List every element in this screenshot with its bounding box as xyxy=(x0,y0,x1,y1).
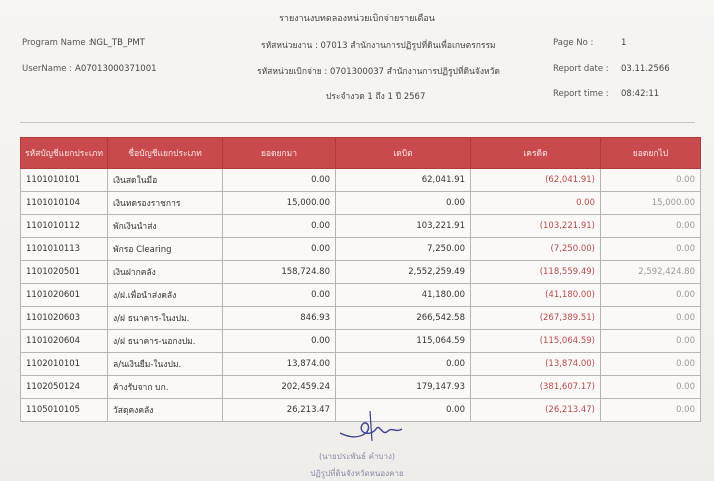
table-row xyxy=(21,284,701,307)
account-code-cell: 1105010105 xyxy=(21,399,108,422)
table-row xyxy=(21,261,701,284)
account-code-cell: 1101010112 xyxy=(21,215,108,238)
table-row xyxy=(21,330,701,353)
table-row xyxy=(21,353,701,376)
credit-cell: (62,041.91) xyxy=(471,169,601,192)
account-name-cell: วัสดุคงคลัง xyxy=(108,399,223,422)
debit-cell: 179,147.93 xyxy=(336,376,471,399)
account-name-cell: ง/ฝ ธนาคาร-ในงปม. xyxy=(108,307,223,330)
account-code-cell: 1101020501 xyxy=(21,261,108,284)
table-header-row xyxy=(21,138,701,169)
debit-cell: 7,250.00 xyxy=(336,238,471,261)
account-name-cell: เงินทดรองราชการ xyxy=(108,192,223,215)
account-name-cell: ง/ฝ ธนาคาร-นอกงปม. xyxy=(108,330,223,353)
col-header-account-name: ชื่อบัญชีแยกประเภท xyxy=(108,138,223,169)
brought-forward-cell: 0.00 xyxy=(223,238,336,261)
signatory-name: (นายประพันธ์ คำบาง) xyxy=(318,452,396,461)
report-date-label: Report date : xyxy=(553,64,609,74)
debit-cell: 115,064.59 xyxy=(336,330,471,353)
table-row xyxy=(21,307,701,330)
credit-cell: (118,559.49) xyxy=(471,261,601,284)
debit-cell: 0.00 xyxy=(336,192,471,215)
brought-forward-cell: 0.00 xyxy=(223,284,336,307)
report-date-value: 03.11.2566 xyxy=(621,64,670,74)
account-code-cell: 1101020603 xyxy=(21,307,108,330)
debit-cell: 266,542.58 xyxy=(336,307,471,330)
debit-cell: 2,552,259.49 xyxy=(336,261,471,284)
signature-mark xyxy=(336,407,406,447)
carried-forward-cell: 0.00 xyxy=(601,376,701,399)
credit-cell: (26,213.47) xyxy=(471,399,601,422)
account-code-cell: 1101010104 xyxy=(21,192,108,215)
carried-forward-cell: 0.00 xyxy=(601,399,701,422)
account-name-cell: เงินสดในมือ xyxy=(108,169,223,192)
report-time-label: Report time : xyxy=(553,89,609,99)
brought-forward-cell: 0.00 xyxy=(223,330,336,353)
credit-cell: (41,180.00) xyxy=(471,284,601,307)
disbursement-unit-line: รหัสหน่วยเบิกจ่าย : 0701300037 สำนักงานการปฏิรูปที่ดินจังหวัด xyxy=(257,67,500,77)
carried-forward-cell: 0.00 xyxy=(601,284,701,307)
account-code-cell: 1102050124 xyxy=(21,376,108,399)
signatory-position: ปฏิรูปที่ดินจังหวัดหนองคาย xyxy=(310,469,404,478)
credit-cell: (381,607.17) xyxy=(471,376,601,399)
carried-forward-cell: 0.00 xyxy=(601,330,701,353)
col-header-balance-carried-forward: ยอดยกไป xyxy=(601,138,701,169)
debit-cell: 41,180.00 xyxy=(336,284,471,307)
credit-cell: (267,389.51) xyxy=(471,307,601,330)
debit-cell: 0.00 xyxy=(336,353,471,376)
credit-cell: 0.00 xyxy=(471,192,601,215)
credit-cell: (115,064.59) xyxy=(471,330,601,353)
carried-forward-cell: 0.00 xyxy=(601,353,701,376)
report-time-value: 08:42:11 xyxy=(621,89,660,99)
table-row xyxy=(21,192,701,215)
debit-cell: 103,221.91 xyxy=(336,215,471,238)
debit-cell: 0.00 xyxy=(336,399,471,422)
credit-cell: (13,874.00) xyxy=(471,353,601,376)
account-name-cell: ค้างรับจาก บก. xyxy=(108,376,223,399)
page-number-value: 1 xyxy=(621,38,627,48)
col-header-credit: เครดิต xyxy=(471,138,601,169)
username-value: A07013000371001 xyxy=(75,64,157,74)
account-code-cell: 1102010101 xyxy=(21,353,108,376)
table-row xyxy=(21,169,701,192)
trial-balance-table xyxy=(20,137,701,422)
account-name-cell: ง/ฝ.เพื่อนำส่งคลัง xyxy=(108,284,223,307)
account-code-cell: 1101010113 xyxy=(21,238,108,261)
username-label: UserName : xyxy=(22,64,73,74)
carried-forward-cell: 0.00 xyxy=(601,238,701,261)
account-code-cell: 1101020604 xyxy=(21,330,108,353)
table-row xyxy=(21,238,701,261)
col-header-balance-brought-forward: ยอดยกมา xyxy=(223,138,336,169)
debit-cell: 62,041.91 xyxy=(336,169,471,192)
carried-forward-cell: 0.00 xyxy=(601,307,701,330)
table-row xyxy=(21,215,701,238)
carried-forward-cell: 0.00 xyxy=(601,169,701,192)
account-name-cell: เงินฝากคลัง xyxy=(108,261,223,284)
report-period: ประจำงวด 1 ถึง 1 ปี 2567 xyxy=(326,92,426,102)
report-title: รายงานงบทดลองหน่วยเบิกจ่ายรายเดือน xyxy=(279,14,435,24)
brought-forward-cell: 0.00 xyxy=(223,215,336,238)
account-code-cell: 1101020601 xyxy=(21,284,108,307)
table-row xyxy=(21,376,701,399)
account-name-cell: ล/นเงินยืม-ในงปม. xyxy=(108,353,223,376)
carried-forward-cell: 2,592,424.80 xyxy=(601,261,701,284)
program-name-label: Program Name : xyxy=(22,38,92,48)
header-divider xyxy=(20,122,695,123)
account-name-cell: พักเงินนำส่ง xyxy=(108,215,223,238)
account-code-cell: 1101010101 xyxy=(21,169,108,192)
col-header-account-code: รหัสบัญชีแยกประเภท xyxy=(21,138,108,169)
brought-forward-cell: 846.93 xyxy=(223,307,336,330)
carried-forward-cell: 0.00 xyxy=(601,215,701,238)
brought-forward-cell: 26,213.47 xyxy=(223,399,336,422)
carried-forward-cell: 15,000.00 xyxy=(601,192,701,215)
brought-forward-cell: 202,459.24 xyxy=(223,376,336,399)
brought-forward-cell: 13,874.00 xyxy=(223,353,336,376)
page-number-label: Page No : xyxy=(553,38,594,48)
col-header-debit: เดบิต xyxy=(336,138,471,169)
brought-forward-cell: 158,724.80 xyxy=(223,261,336,284)
brought-forward-cell: 15,000.00 xyxy=(223,192,336,215)
brought-forward-cell: 0.00 xyxy=(223,169,336,192)
agency-code-line: รหัสหน่วยงาน : 07013 สำนักงานการปฏิรูปที่ดินเพื่อเกษตรกรรม xyxy=(261,41,496,51)
credit-cell: (7,250.00) xyxy=(471,238,601,261)
account-name-cell: พักรอ Clearing xyxy=(108,238,223,261)
program-name-value: NGL_TB_PMT xyxy=(90,38,145,48)
credit-cell: (103,221.91) xyxy=(471,215,601,238)
